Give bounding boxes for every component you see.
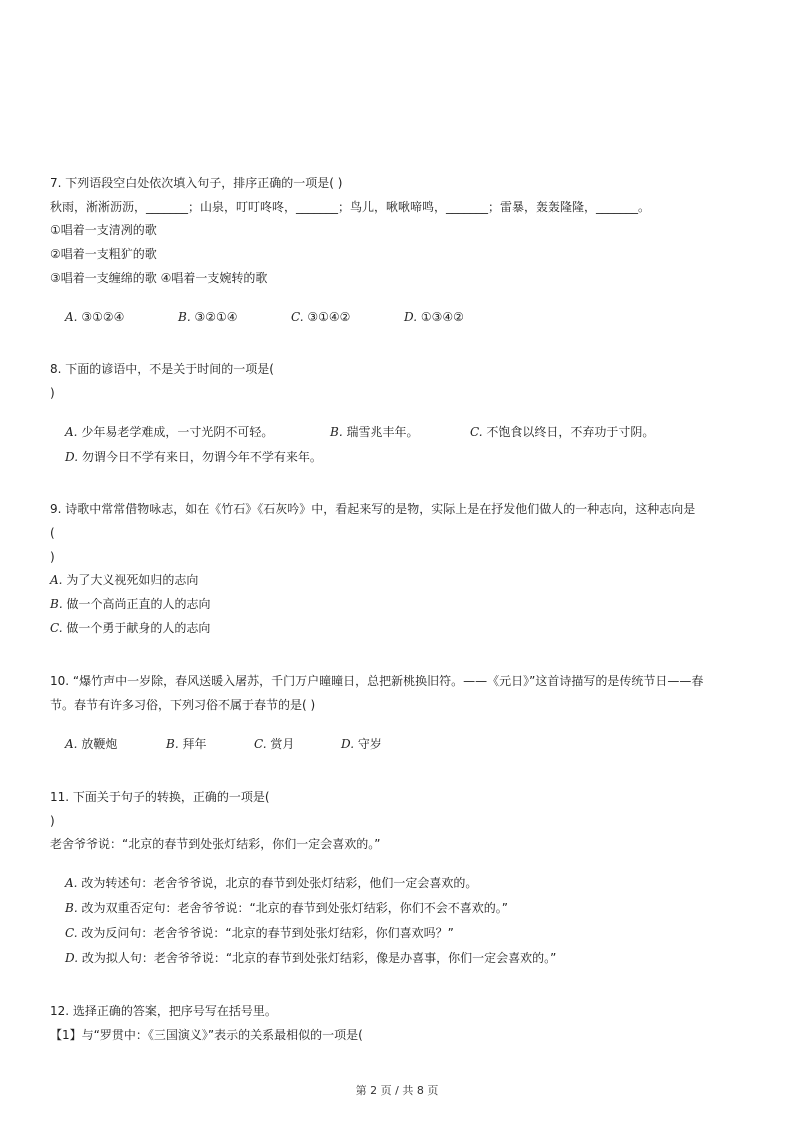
option-letter: B. — [178, 310, 191, 324]
option-letter: B. — [65, 901, 78, 915]
q10-option-b[interactable] — [166, 735, 206, 753]
option-letter: A. — [65, 310, 78, 324]
q7-line1: ①唱着一支清冽的歌 — [50, 223, 157, 237]
option-letter: A. — [50, 573, 63, 587]
option-letter: B. — [50, 597, 63, 611]
q7-option-a[interactable] — [65, 308, 124, 326]
option-text: ③①②④ — [81, 310, 125, 324]
option-text: 改为反问句：老舍爷爷说：“北京的春节到处张灯结彩，你们喜欢吗？” — [81, 926, 454, 940]
q12-stem: 12. 选择正确的答案，把序号写在括号里。 — [50, 1004, 277, 1018]
q8-stem: 8. 下面的谚语中，不是关于时间的一项是( — [50, 362, 274, 376]
option-letter: B. — [166, 737, 179, 751]
option-text: ①③④② — [420, 310, 464, 324]
option-text: 勿谓今日不学有来日，勿谓今年不学有来年。 — [81, 450, 322, 464]
q11-option-d[interactable] — [65, 949, 556, 967]
q8-option-d[interactable] — [65, 448, 322, 466]
option-text: 改为转述句：老舍爷爷说，北京的春节到处张灯结彩，他们一定会喜欢的。 — [81, 876, 478, 890]
q11-stem: 11. 下面关于句子的转换，正确的一项是( — [50, 790, 270, 804]
q8-option-c[interactable] — [470, 423, 654, 441]
q9-stem: 9. 诗歌中常常借物咏志，如在《竹石》《石灰吟》中，看起来写的是物，实际上是在抒发他们做人的一种志向，这种志向是 — [50, 502, 696, 516]
q11-stem-close: ) — [50, 814, 55, 828]
option-text: 不饱食以终日，不弃功于寸阴。 — [486, 425, 655, 439]
option-letter: C. — [291, 310, 304, 324]
q8-option-b[interactable] — [330, 423, 418, 441]
q11-option-b[interactable] — [65, 899, 508, 917]
option-text: ③②①④ — [194, 310, 238, 324]
q10-option-a[interactable] — [65, 735, 117, 753]
option-letter: C. — [254, 737, 267, 751]
q7-option-b[interactable] — [178, 308, 238, 326]
option-letter: A. — [65, 876, 78, 890]
q10-option-d[interactable] — [341, 735, 382, 753]
q10-stem: 10. “爆竹声中一岁除，春风送暖入屠苏，千门万户曈曈日，总把新桃换旧符。——《元日》”这首诗描写的是传统节日——春 — [50, 674, 704, 688]
q7-line2: ②唱着一支粗犷的歌 — [50, 247, 157, 261]
option-text: 赏月 — [270, 737, 295, 751]
option-text: 做一个勇于献身的人的志向 — [66, 621, 211, 635]
option-letter: A. — [65, 425, 78, 439]
option-letter: B. — [330, 425, 343, 439]
q7-stem: 7. 下列语段空白处依次填入句子，排序正确的一项是( ) — [50, 176, 343, 190]
option-letter: C. — [50, 621, 63, 635]
q11-option-a[interactable] — [65, 874, 477, 892]
q7-option-d[interactable] — [404, 308, 464, 326]
q9-option-a[interactable] — [50, 571, 198, 589]
option-text: 少年易老学难成，一寸光阴不可轻。 — [81, 425, 274, 439]
q11-sentence: 老舍爷爷说：“北京的春节到处张灯结彩，你们一定会喜欢的。” — [50, 837, 381, 851]
option-text: 守岁 — [357, 737, 382, 751]
option-text: 改为拟人句：老舍爷爷说：“北京的春节到处张灯结彩，像是办喜事，你们一定会喜欢的。” — [81, 951, 557, 965]
q11-option-c[interactable] — [65, 924, 454, 942]
option-text: 改为双重否定句：老舍爷爷说：“北京的春节到处张灯结彩，你们不会不喜欢的。” — [81, 901, 508, 915]
option-text: 拜年 — [182, 737, 207, 751]
q7-line3: ③唱着一支缠绵的歌 ④唱着一支婉转的歌 — [50, 271, 268, 285]
option-text: 放鞭炮 — [81, 737, 118, 751]
q8-option-a[interactable] — [65, 423, 273, 441]
q10-stem-cont: 节。春节有许多习俗，下列习俗不属于春节的是( ) — [50, 698, 316, 712]
q7-passage: 秋雨，淅淅沥沥，_______；山泉，叮叮咚咚，_______；鸟儿，啾啾啼鸣，_______；雷暴，轰轰隆隆，_______。 — [50, 200, 651, 214]
q9-stem-close: ) — [50, 550, 55, 564]
q8-stem-close: ) — [50, 386, 55, 400]
option-letter: D. — [65, 951, 79, 965]
option-letter: C. — [470, 425, 483, 439]
q10-option-c[interactable] — [254, 735, 294, 753]
option-letter: D. — [404, 310, 418, 324]
option-letter: D. — [65, 450, 79, 464]
option-letter: D. — [341, 737, 355, 751]
option-text: 为了大义视死如归的志向 — [66, 573, 199, 587]
q9-option-c[interactable] — [50, 619, 210, 637]
q9-option-b[interactable] — [50, 595, 210, 613]
option-letter: A. — [65, 737, 78, 751]
option-letter: C. — [65, 926, 78, 940]
option-text: 瑞雪兆丰年。 — [346, 425, 419, 439]
q12-sub-question-1: 【1】与“罗贯中：《三国演义》”表示的关系最相似的一项是( — [50, 1028, 363, 1042]
option-text: 做一个高尚正直的人的志向 — [66, 597, 211, 611]
page-footer: 第 2 页 / 共 8 页 — [355, 1084, 439, 1097]
option-text: ③①④② — [307, 310, 351, 324]
q7-option-c[interactable] — [291, 308, 350, 326]
q9-stem-open: ( — [50, 526, 55, 540]
